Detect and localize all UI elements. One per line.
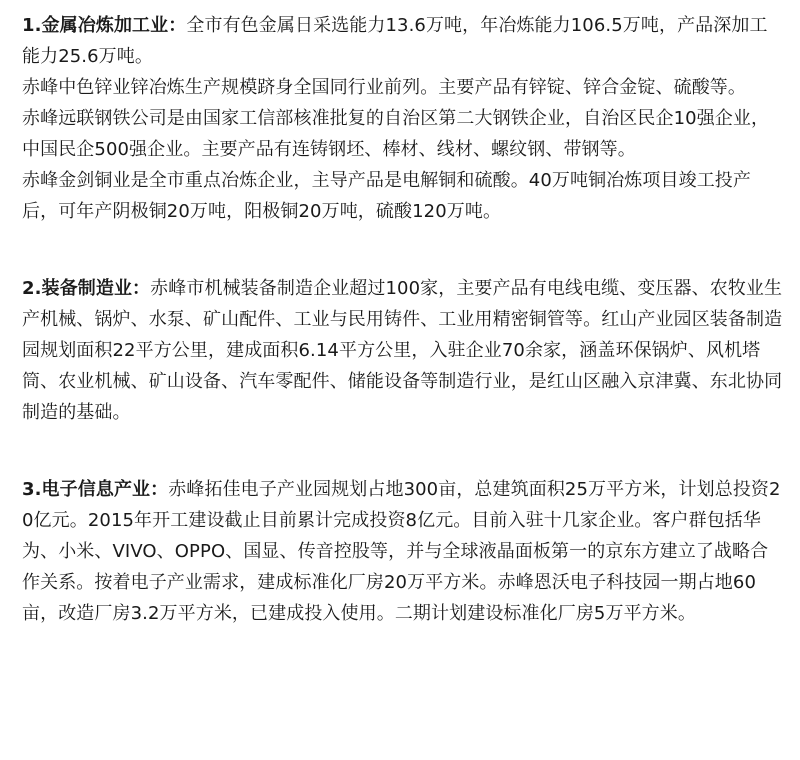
section-metallurgy: [22, 10, 784, 227]
section-heading: 2.装备制造业：: [22, 278, 151, 299]
paragraph: [22, 273, 784, 428]
paragraph: 赤峰远联钢铁公司是由国家工信部核准批复的自治区第二大钢铁企业，自治区民企10强企业，中国民企500强企业。主要产品有连铸钢坯、棒材、线材、螺纹钢、带钢等。: [22, 108, 770, 160]
paragraph-text: 全市有色金属日采选能力13.6万吨，年冶炼能力106.5万吨，产品深加工能力25.6万吨。: [22, 15, 768, 67]
section-spacer: [22, 428, 784, 474]
paragraph: 赤峰金剑铜业是全市重点冶炼企业，主导产品是电解铜和硫酸。40万吨铜冶炼项目竣工投产后，可年产阴极铜20万吨，阳极铜20万吨，硫酸120万吨。: [22, 170, 751, 222]
paragraph: 赤峰中色锌业锌冶炼生产规模跻身全国同行业前列。主要产品有锌锭、锌合金锭、硫酸等。: [22, 77, 746, 98]
paragraph-text: 赤峰市机械装备制造企业超过100家，主要产品有电线电缆、变压器、农牧业生产机械、锅炉、水泵、矿山配件、工业与民用铸件、工业用精密铜管等。红山产业园区装备制造园规划面积22平方公里，建成面积6.14平方公里，入驻企业70余家，涵盖环保锅炉、风机塔筒、农业机械、矿山设备、汽车零配件、储能设备等制造行业，是红山区融入京津冀、东北协同制造的基础。: [22, 278, 783, 423]
paragraph-text: 赤峰拓佳电子产业园规划占地300亩，总建筑面积25万平方米，计划总投资20亿元。2015年开工建设截止目前累计完成投资8亿元。目前入驻十几家企业。客户群包括华为、小米、VIVO、OPPO、国显、传音控股等，并与全球液晶面板第一的京东方建立了战略合作关系。按着电子产业需求，建成标准化厂房20万平方米。赤峰恩沃电子科技园一期占地60亩，改造厂房3.2万平方米，已建成投入使用。二期计划建设标准化厂房5万平方米。: [22, 479, 781, 624]
section-electronics: [22, 474, 784, 629]
section-heading: 1.金属冶炼加工业：: [22, 15, 187, 36]
section-spacer: [22, 227, 784, 273]
section-heading: 3.电子信息产业：: [22, 479, 169, 500]
paragraph: [22, 474, 784, 629]
paragraph: [22, 10, 784, 72]
section-equipment-manufacturing: [22, 273, 784, 428]
